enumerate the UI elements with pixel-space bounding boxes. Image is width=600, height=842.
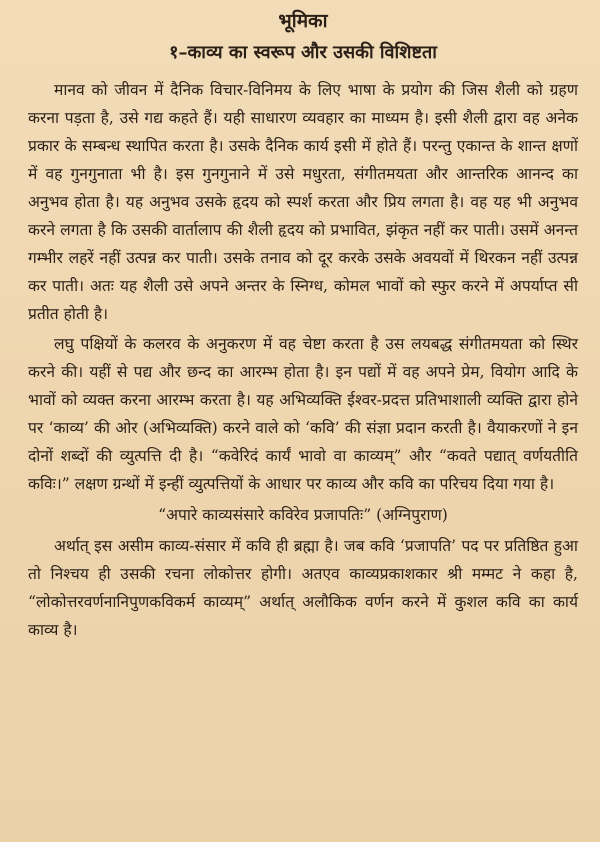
- section-title: १–काव्य का स्वरूप और उसकी विशिष्टता: [169, 42, 437, 63]
- body-paragraph-1: मानव को जीवन में दैनिक विचार-विनिमय के लिए भाषा के प्रयोग की जिस शैली को ग्रहण करना पड़ता है, उसे गद्य कहते हैं। यही साधारण व्यवहार का माध्यम है। इसी शैली द्वारा वह अनेक प्रकार के सम्बन्ध स्थापित करता है। उसके दैनिक कार्य इसी में होते हैं। परन्तु एकान्त के शान्त क्षणों में वह गुनगुनाता भी है। इस गुनगुनाने में उसे मधुरता, संगीतमयता और आन्तरिक आनन्द का अनुभव होता है। यह अनुभव उसके हृदय को स्पर्श करता और प्रिय लगता है। वह यह भी अनुभव करने लगता है कि उसकी वार्तालाप की शैली हृदय को प्रभावित, झंकृत नहीं कर पाती। उसमें अनन्त गम्भीर लहरें नहीं उत्पन्न कर पाती। उसके तनाव को दूर करके उसके अवयवों में थिरकन नहीं उत्पन्न कर पाती। अतः यह शैली उसे अपने अन्तर के स्निग्ध, कोमल भावों को स्फुर करने में अपर्याप्त सी प्रतीत होती है।: [28, 81, 578, 323]
- body-paragraph-3: अर्थात् इस असीम काव्य-संसार में कवि ही ब्रह्मा है। जब कवि ‘प्रजापति’ पद पर प्रतिष्ठित हुआ तो निश्चय ही उसकी रचना लोकोत्तर होगी। अतएव काव्यप्रकाशकार श्री मम्मट ने कहा है, “लोकोत्तरवर्णनानिपुणकविकर्म काव्यम्” अर्थात् अलौकिक वर्णन करने में कुशल कवि का कार्य काव्य है।: [28, 537, 578, 639]
- page-heading: भूमिका: [278, 10, 328, 32]
- body-paragraph-2: लघु पक्षियों के कलरव के अनुकरण में वह चेष्टा करता है उस लयबद्ध संगीतमयता को स्थिर करने की। यहीं से पद्य और छन्द का आरम्भ होता है। इन पद्यों में वह अपने प्रेम, वियोग आदि के भावों को व्यक्त करना आरम्भ करता है। यह अभिव्यक्ति ईश्वर-प्रदत्त प्रतिभाशाली व्यक्ति द्वारा होने पर ‘काव्य’ की ओर (अभिव्यक्ति) करने वाले को ‘कवि’ की संज्ञा प्रदान करती है। वैयाकरणों ने इन दोनों शब्दों की व्युत्पत्ति दी है। “कवेरिदं कार्यं भावो वा काव्यम्” और “कवते पद्यात् वर्णयतीति कविः।” लक्षण ग्रन्थों में इन्हीं व्युत्पत्तियों के आधार पर काव्य और कवि का परिचय दिया गया है।: [28, 335, 578, 493]
- sanskrit-quote: “अपारे काव्यसंसारे कविरेव प्रजापतिः” (अग्निपुराण): [158, 506, 448, 524]
